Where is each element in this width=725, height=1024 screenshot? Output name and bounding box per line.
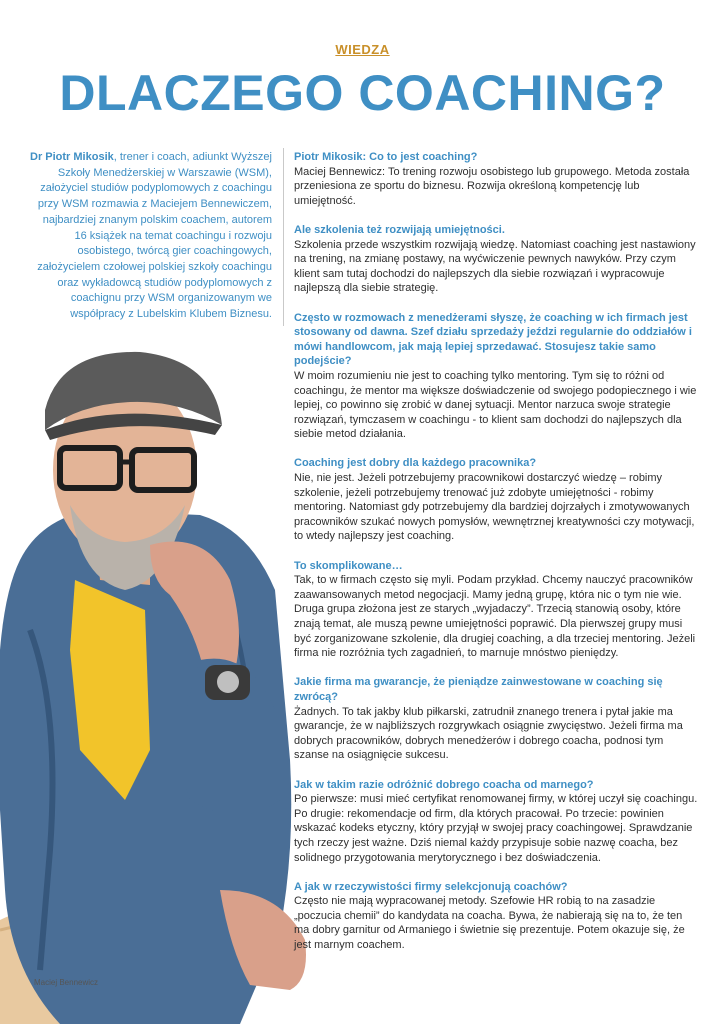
question: Jak w takim razie odróżnić dobrego coacha od marnego? [294, 778, 594, 791]
question: Często w rozmowach z menedżerami słyszę, że coaching w ich firmach jest stosowany od dawna. Szef działu sprzedaży jeździ regularnie do oddziałów i mówi handlowcom, jak mają lepiej sprzedawać. Stosujesz takie samo podejście? [294, 311, 692, 368]
photo-caption: Maciej Bennewicz [34, 978, 99, 987]
question: To skomplikowane… [294, 559, 403, 572]
intro-text: , trener i coach, adiunkt Wyższej Szkoły Menedżerskiej w Warszawie (WSM), założyciel studiów podyplomowych z coachingu przy WSM rozmawia z Maciejem Bennewiczem, najbardziej znanym polskim coachem, autorem 16 książek na temat coachingu i rozwoju osobistego, twórcą gier coachingowych, założycielem czołowej polskiej szkoły coachingu oraz wykładowcą studiów podyplomowych z coachignu przy WSM organizowanym we współpracy z Lubelskim Klubem Biznesu. [37, 151, 272, 321]
section-label: WIEDZA [335, 42, 390, 57]
qa-item [294, 150, 698, 208]
answer: Nie, nie jest. Jeżeli potrzebujemy pracownikowi dostarczyć wiedzę – robimy szkolenie, jeżeli potrzebujemy trenować już zdobyte umiejętności - robimy mentoring. Natomiast gdy potrzebujemy dla bardziej dojrzałych i zmotywowanych pracowników szukać nowych pomysłów, wewnętrznej kreatywności czy motywacji, to wtedy najlepszy jest coaching. [294, 472, 695, 543]
qa-item [294, 559, 698, 661]
intro-author-name: Dr Piotr Mikosik [30, 151, 114, 163]
answer: W moim rozumieniu nie jest to coaching tylko mentoring. Tym się to różni od coachingu, że mentor ma większe doświadczenie od swojego podopiecznego i wie lepiej, co powinno się zrobić w danej sytuacji. Mentor narzuca swoje strategie rozwiązań, tymczasem w coachingu - to klient sam dochodzi do najlepszych dla siebie metod działania. [294, 369, 697, 441]
qa-item [294, 456, 698, 544]
answer: Tak, to w firmach często się myli. Podam przykład. Chcemy nauczyć pracowników zaawansowanych metod negocjacji. Mamy jedną grupę, która nic o tym nie wie. Druga grupa złożona jest ze starych „wyjadaczy”. Trzecią stanowią osoby, które znają temat, ale muszą pewne umiejętności poprawić. Dla pierwszej grupy musi być zorganizowane szkolenie, dla drugiej coaching, a dla trzeciej mentoring. Jeżeli firma nie rozróżnia tych zagadnień, to marnuje mnóstwo pieniędzy. [294, 574, 696, 660]
answer: Żadnych. To tak jakby klub piłkarski, zatrudnił znanego trenera i pytał jakie ma gwarancje, że w najbliższych rozgrywkach osiągnie zwycięstwo. Jeżeli firma ma dobrych pracowników, dobrych menedżerów i dobrego coacha, podnosi tym szanse na osiągnięcie sukcesu. [294, 705, 683, 762]
answer: Maciej Bennewicz: To trening rozwoju osobistego lub grupowego. Metoda została przeniesiona ze sportu do biznesu. Rozwija określoną kompetencję lub umiejętność. [294, 165, 690, 207]
qa-item [294, 311, 698, 442]
qa-item [294, 778, 698, 866]
question: Piotr Mikosik: Co to jest coaching? [294, 151, 478, 163]
question: Ale szkolenia też rozwijają umiejętności. [294, 223, 505, 236]
intro-paragraph [28, 150, 272, 323]
qa-item [294, 223, 698, 296]
qa-item [294, 880, 698, 953]
column-divider [283, 148, 284, 326]
qa-item [294, 675, 698, 763]
answer: Po pierwsze: musi mieć certyfikat renomowanej firmy, w której uczył się coachingu. Po drugie: rekomendacje od firm, dla których pracował. Po trzecie: powinien wskazać kodeks etyczny, który przyjął w swojej pracy coachingowej. Sprawdzanie tych rzeczy jest ważne. Dziś niemal każdy przypisuje sobie nazwę coacha, bez solidnego przygotowania merytorycznego i bez doświadczenia. [294, 793, 698, 864]
interview-article [294, 150, 698, 967]
question: A jak w rzeczywistości firmy selekcjonują coachów? [294, 880, 568, 893]
portrait-photo [0, 330, 330, 1024]
page-title: DLACZEGO COACHING? [59, 65, 666, 121]
answer: Często nie mają wypracowanej metody. Szefowie HR robią to na zasadzie „poczucia chemii” do kandydata na coacha. Bywa, że nabierają się na to, że ten ma dobry garnitur od Armaniego i świetnie się prezentuje. Potem okazuje się, że jest marnym coachem. [294, 895, 685, 952]
question: Coaching jest dobry dla każdego pracownika? [294, 457, 537, 470]
question: Jakie firma ma gwarancje, że pieniądze zainwestowane w coaching się zwrócą? [294, 676, 663, 703]
answer: Szkolenia przede wszystkim rozwijają wiedzę. Natomiast coaching jest nastawiony na trening, na zmianę postawy, na wyćwiczenie pewnych nawyków. Przy czym klient sam tutaj dochodzi do najlepszych dla siebie rozwiązań i wypracowuje najlepszą dla siebie strategię. [294, 238, 696, 295]
